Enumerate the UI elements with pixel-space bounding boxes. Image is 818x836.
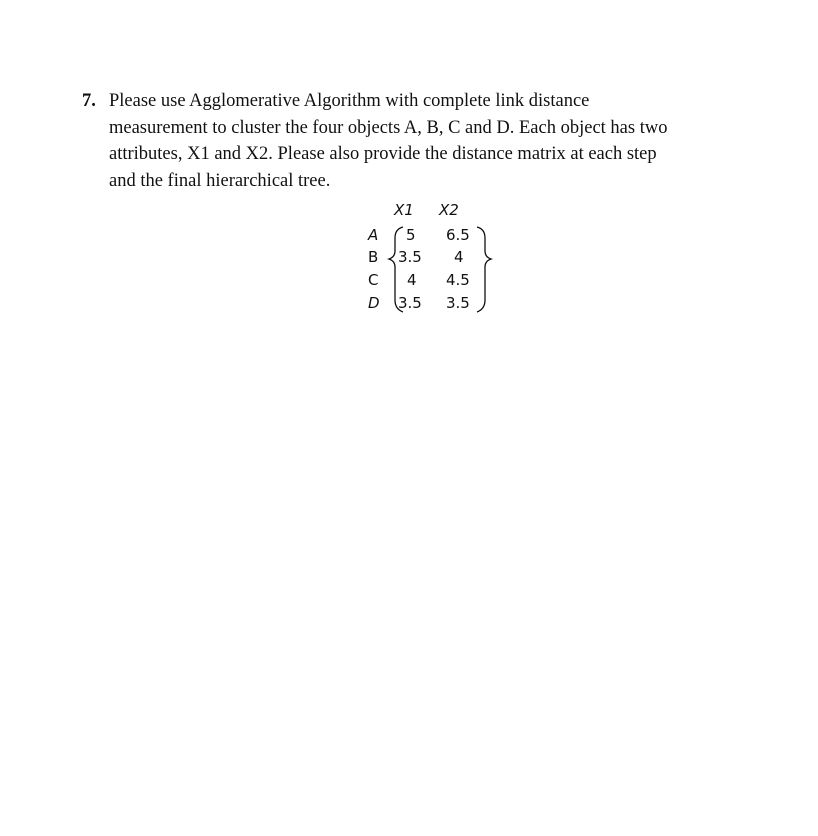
cell-c-x2: 4.5 bbox=[446, 271, 470, 289]
question-text bbox=[109, 88, 742, 194]
question-line: attributes, X1 and X2. Please also provide the distance matrix at each step bbox=[109, 144, 657, 164]
question-number: 7. bbox=[82, 91, 96, 111]
column-header-x1: X1 bbox=[394, 201, 414, 219]
cell-b-x2: 4 bbox=[454, 248, 464, 266]
right-brace bbox=[477, 227, 491, 312]
matrix-braces bbox=[360, 196, 500, 326]
question-line: and the final hierarchical tree. bbox=[109, 170, 331, 191]
cell-c-x1: 4 bbox=[407, 271, 417, 289]
row-label-c: C bbox=[368, 271, 379, 289]
question-block bbox=[82, 88, 742, 194]
cell-d-x2: 3.5 bbox=[446, 294, 470, 312]
column-header-x2: X2 bbox=[439, 201, 459, 219]
question-line: measurement to cluster the four objects A, B, C and D. Each object has two bbox=[109, 117, 668, 138]
row-label-a: A bbox=[368, 226, 379, 244]
cell-a-x2: 6.5 bbox=[446, 226, 470, 244]
data-matrix bbox=[360, 196, 500, 326]
cell-b-x1: 3.5 bbox=[398, 248, 422, 266]
row-label-b: B bbox=[368, 248, 379, 266]
cell-a-x1: 5 bbox=[406, 226, 416, 244]
left-brace bbox=[389, 227, 403, 312]
question-line: Please use Agglomerative Algorithm with complete link distance bbox=[109, 91, 590, 111]
cell-d-x1: 3.5 bbox=[398, 294, 422, 312]
row-label-d: D bbox=[368, 294, 380, 312]
